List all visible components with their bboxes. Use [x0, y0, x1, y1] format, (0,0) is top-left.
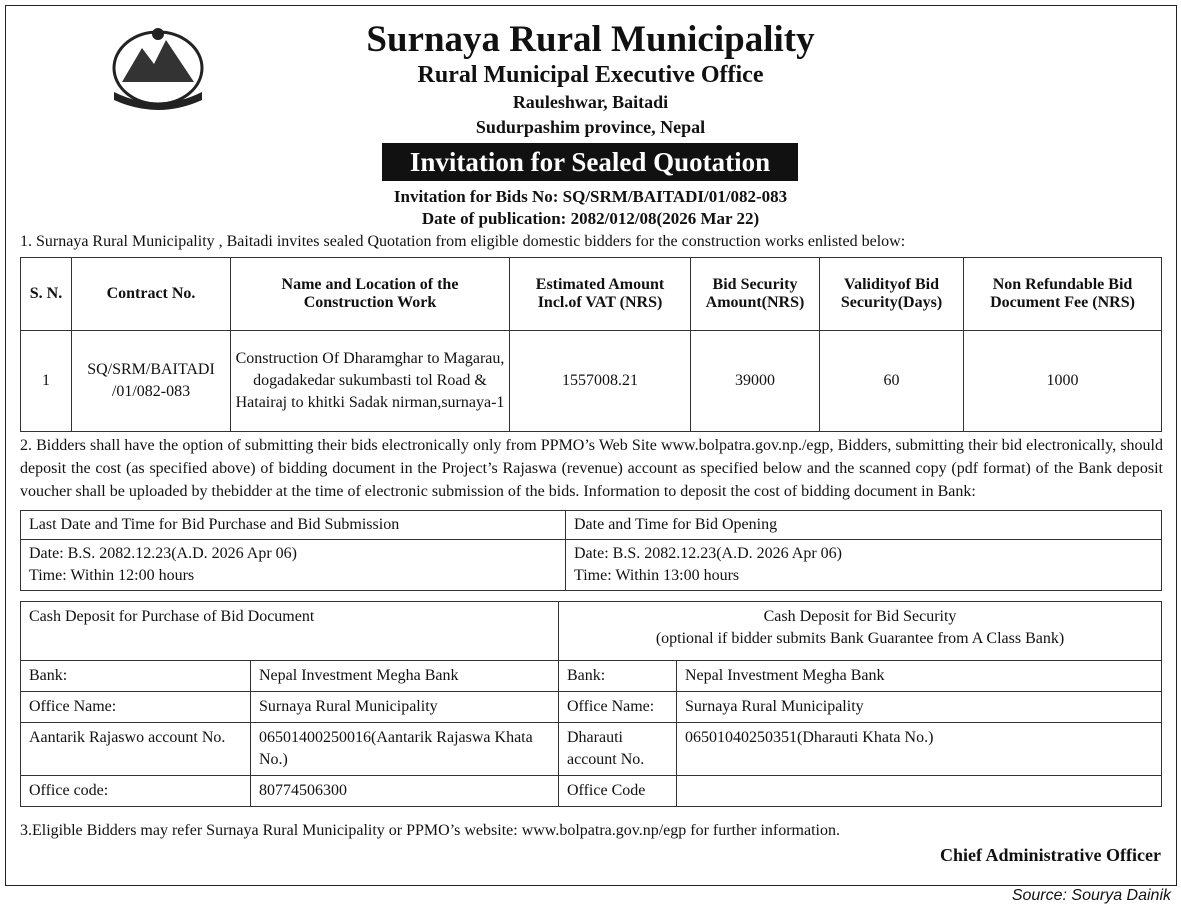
- right-title-line-1: Cash Deposit for Bid Security: [763, 608, 957, 625]
- table-header-row: [21, 258, 1162, 331]
- deposit-row: [21, 723, 1162, 776]
- right-title-line-2: (optional if bidder submits Bank Guarantee from A Class Bank): [655, 630, 1065, 647]
- l-label: Bank:: [21, 661, 251, 692]
- l-value: Surnaya Rural Municipality: [251, 692, 559, 723]
- paragraph-2: 2. Bidders shall have the option of submitting their bids electronically only from PPMO’s Web Site www.bolpatra.gov.np./egp, Bidders, submitting their bid electronically, should deposit the cost (as specified above) of bidding document in the Project’s Rajaswa (revenue) account as specified below and the scanned copy (pdf format) of the Bank deposit voucher shall be uploaded by thebidder at the time of electronic submission of the bids. Information to deposit the cost of bidding document in Bank:: [20, 437, 1163, 500]
- l-value: Nepal Investment Megha Bank: [251, 661, 559, 692]
- office-title: Rural Municipal Executive Office: [417, 62, 764, 88]
- bid-number: Invitation for Bids No: SQ/SRM/BAITADI/01/082-083: [393, 187, 788, 206]
- header-security: Bid Security Amount(NRS): [691, 258, 820, 331]
- r-value: Surnaya Rural Municipality: [677, 692, 1162, 723]
- province-line: Sudurpashim province, Nepal: [475, 117, 706, 137]
- cell-work: Construction Of Dharamghar to Magarau, dogadakedar sukumbasti tol Road & Hatairaj to khitki Sadak nirman,surnaya-1: [231, 331, 510, 432]
- submission-date: Date: B.S. 2082.12.23(A.D. 2026 Apr 06): [29, 545, 297, 562]
- r-value: Nepal Investment Megha Bank: [677, 661, 1162, 692]
- r-value: [677, 776, 1162, 807]
- l-label: Aantarik Rajaswo account No.: [21, 723, 251, 776]
- cell-sn: 1: [21, 331, 72, 432]
- header-work: Name and Location of the Construction Work: [231, 258, 510, 331]
- header-fee: Non Refundable Bid Document Fee (NRS): [964, 258, 1162, 331]
- r-label: Dharauti account No.: [559, 723, 677, 776]
- r-value: 06501040250351(Dharauti Khata No.): [677, 723, 1162, 776]
- publication-date: Date of publication: 2082/012/08(2026 Mar 22): [421, 209, 760, 228]
- r-label: Office Name:: [559, 692, 677, 723]
- paragraph-1: 1. Surnaya Rural Municipality , Baitadi invites sealed Quotation from eligible domestic bidders for the construction works enlisted below:: [20, 233, 906, 250]
- l-label: Office code:: [21, 776, 251, 807]
- municipality-title: Surnaya Rural Municipality: [366, 19, 815, 60]
- submission-datetime: [21, 540, 566, 591]
- header-sn: S. N.: [21, 258, 72, 331]
- dates-value-row: [21, 540, 1162, 591]
- deposit-row: [21, 776, 1162, 807]
- l-value: 06501400250016(Aantarik Rajaswa Khata No.): [251, 723, 559, 776]
- submission-time: Time: Within 12:00 hours: [29, 567, 195, 584]
- deposit-table: [20, 601, 1162, 807]
- left-deposit-title: Cash Deposit for Purchase of Bid Document: [21, 602, 559, 661]
- cell-fee: 1000: [964, 331, 1162, 432]
- dates-table: [20, 510, 1162, 591]
- r-label: Bank:: [559, 661, 677, 692]
- deposit-row: [21, 692, 1162, 723]
- submission-label: Last Date and Time for Bid Purchase and Bid Submission: [21, 511, 566, 540]
- paragraph-3: 3.Eligible Bidders may refer Surnaya Rural Municipality or PPMO’s website: www.bolpatra.gov.np/egp for further information.: [20, 822, 840, 839]
- l-label: Office Name:: [21, 692, 251, 723]
- cell-contract: SQ/SRM/BAITADI /01/082-083: [72, 331, 231, 432]
- header-amount: Estimated Amount Incl.of VAT (NRS): [510, 258, 691, 331]
- table-row: [21, 331, 1162, 432]
- deposit-title-row: [21, 602, 1162, 661]
- opening-label: Date and Time for Bid Opening: [566, 511, 1162, 540]
- right-deposit-title: [559, 602, 1162, 661]
- header-contract: Contract No.: [72, 258, 231, 331]
- signature: Chief Administrative Officer: [940, 845, 1161, 865]
- r-label: Office Code: [559, 776, 677, 807]
- deposit-row: [21, 661, 1162, 692]
- header-validity: Validityof Bid Security(Days): [820, 258, 964, 331]
- opening-datetime: [566, 540, 1162, 591]
- cell-security: 39000: [691, 331, 820, 432]
- cell-amount: 1557008.21: [510, 331, 691, 432]
- source-credit: Source: Sourya Dainik: [1011, 887, 1171, 904]
- address-line: Rauleshwar, Baitadi: [512, 92, 669, 112]
- l-value: 80774506300: [251, 776, 559, 807]
- opening-date: Date: B.S. 2082.12.23(A.D. 2026 Apr 06): [574, 545, 842, 562]
- notice-banner: Invitation for Sealed Quotation: [382, 143, 798, 181]
- works-table: [20, 257, 1162, 432]
- dates-label-row: [21, 511, 1162, 540]
- cell-validity: 60: [820, 331, 964, 432]
- opening-time: Time: Within 13:00 hours: [574, 567, 740, 584]
